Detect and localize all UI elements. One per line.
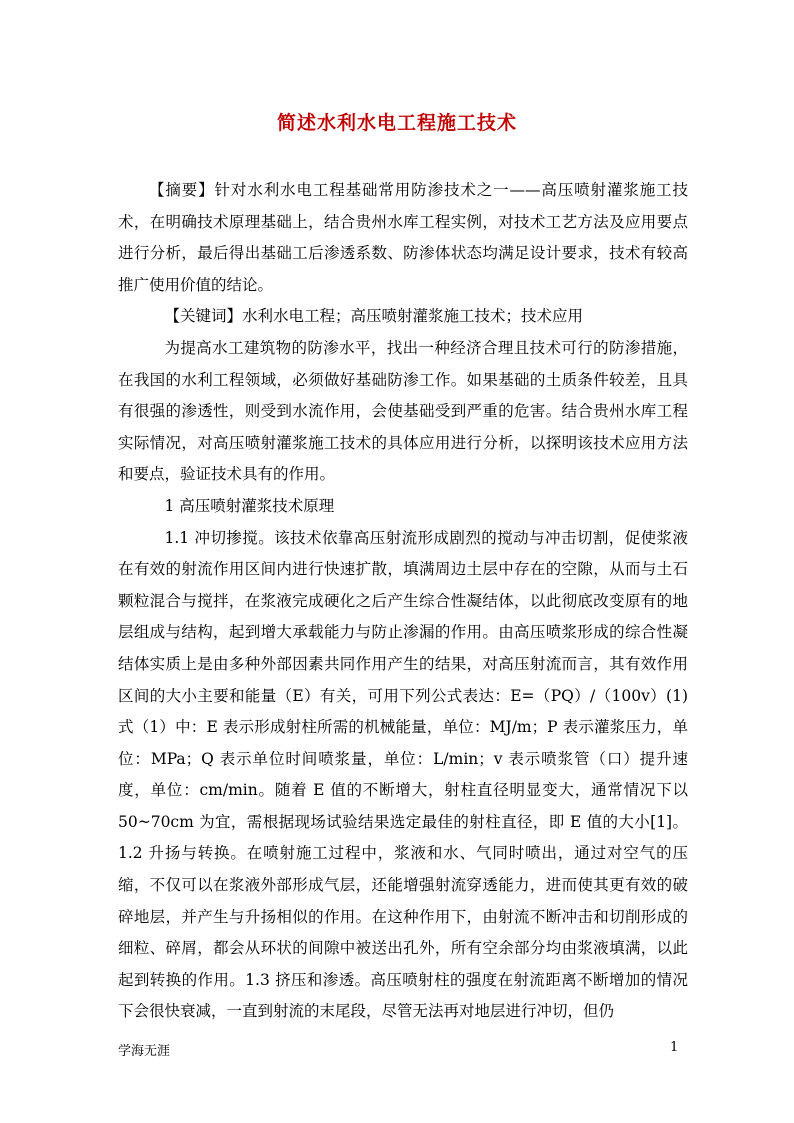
keywords-paragraph: 【关键词】水利水电工程；高压喷射灌浆施工技术；技术应用 [164,307,584,326]
page-number: 1 [670,1040,679,1055]
section-body-paragraph: 1.1 冲切掺搅。该技术依靠高压射流形成剧烈的搅动与冲击切割，促使浆液在有效的射流作用区间内进行快速扩散，填满周边土层中存在的空隙，从而与土石颗粒混合与搅拌，在浆液完成硬化之后产生综合性凝结体，以此彻底改变原有的地层组成与结构，起到增大承载能力与防止渗漏的作用。由高压喷浆形成的综合性凝结体实质上是由多种外部因素共同作用产生的结果，对高压射流而言，其有效作用区间的大小主要和能量（E）有关，可用下列公式表达：E=（PQ）/（100v）(1) 式（1）中：E 表示形成射柱所需的机械能量，单位：MJ/m；P 表示灌浆压力，单位：MPa；Q 表示单位时间喷浆量，单位：L/min；v 表示喷浆管（口）提升速度，单位：cm/min。随着 E 值的不断增大，射柱直径明显变大，通常情况下以 50~70cm 为宜，需根据现场试验结果选定最佳的射柱直径，即 E 值的大小[1]。1.2 升扬与转换。在喷射施工过程中，浆液和水、气同时喷出，通过对空气的压缩，不仅可以在浆液外部形成气层，还能增强射流穿透能力，进而使其更有效的破碎地层，并产生与升扬相似的作用。在这种作用下，由射流不断冲击和切削形成的细粒、碎屑，都会从环状的间隙中被送出孔外，所有空余部分均由浆液填满，以此起到转换的作用。1.3 挤压和渗透。高压喷射柱的强度在射流距离不断增加的情况下会很快衰减，一直到射流的末尾段，尽管无法再对地层进行冲切，但仍 [118,528,688,1021]
section-heading: 1 高压喷射灌浆技术原理 [164,496,335,515]
document-title: 简述水利水电工程施工技术 [276,112,517,134]
footer-text: 学海无涯 [118,1044,171,1059]
intro-paragraph: 为提高水工建筑物的防渗水平，找出一种经济合理且技术可行的防渗措施，在我国的水利工程领域，必须做好基础防渗工作。如果基础的土质条件较差，且具有很强的渗透性，则受到水流作用，会使基础受到严重的危害。结合贵州水库工程实际情况，对高压喷射灌浆施工技术的具体应用进行分析，以探明该技术应用方法和要点，验证技术具有的作用。 [118,338,688,484]
abstract-paragraph: 【摘要】针对水利水电工程基础常用防渗技术之一——高压喷射灌浆施工技术，在明确技术原理基础上，结合贵州水库工程实例，对技术工艺方法及应用要点进行分析，最后得出基础工后渗透系数、防渗体状态均满足设计要求，技术有较高推广使用价值的结论。 [118,181,688,294]
document-body [118,175,688,1028]
